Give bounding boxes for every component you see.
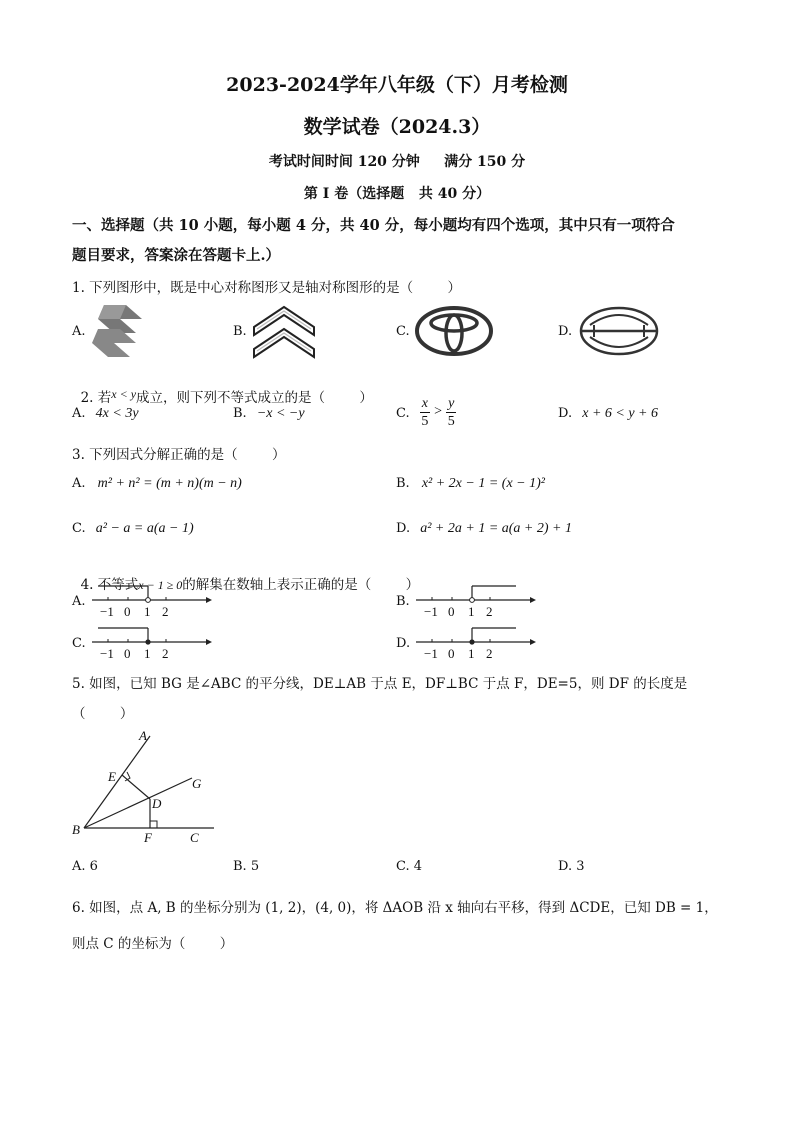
exam-subtitle: 数学试卷（2024.3） xyxy=(303,116,491,138)
q2-option-d-math: x + 6 < y + 6 xyxy=(582,406,659,421)
q3-option-d-math: a² + 2a + 1 = a(a + 2) + 1 xyxy=(420,521,572,536)
q4-c-tick-0: 0 xyxy=(124,646,131,661)
q4-a-tick-0: 0 xyxy=(124,604,131,619)
suzuki-logo-icon xyxy=(90,303,150,359)
q5-stem-line2: （ ） xyxy=(72,706,134,722)
q3-option-b xyxy=(396,476,545,492)
q2-stem-math: x < y xyxy=(111,387,137,401)
section-intro-line2: 题目要求，答案涂在答题卡上.） xyxy=(72,247,281,264)
q5-label-B: B xyxy=(72,822,80,837)
q3-option-a-label: A. xyxy=(72,476,86,491)
q4-option-d-numberline xyxy=(412,622,537,662)
q2-stem-prefix: 2. 若 xyxy=(80,390,112,406)
q4-d-tick-2: 2 xyxy=(486,646,493,661)
q4-a-tick-neg1: −1 xyxy=(100,604,114,619)
q3-option-d-label: D. xyxy=(396,521,411,536)
q1-option-b-label: B. xyxy=(233,324,247,339)
q4-option-b-numberline xyxy=(412,580,537,620)
q4-b-tick-2: 2 xyxy=(486,604,493,619)
q4-option-a-numberline xyxy=(88,580,213,620)
q2-option-c-frac-left xyxy=(420,396,430,430)
q4-option-a-label: A. xyxy=(72,594,86,609)
q4-c-tick-2: 2 xyxy=(162,646,169,661)
q4-b-tick-neg1: −1 xyxy=(424,604,438,619)
citroen-logo-icon xyxy=(250,303,318,359)
q3-option-c-math: a² − a = a(a − 1) xyxy=(95,521,194,536)
q1-option-c-label: C. xyxy=(396,324,410,339)
q3-option-c-label: C. xyxy=(72,521,86,536)
q5-label-C: C xyxy=(190,830,199,845)
toyota-logo-icon xyxy=(414,305,494,357)
q2-option-c-left-den: 5 xyxy=(421,414,429,429)
q2-option-c xyxy=(396,396,456,430)
q2-option-d xyxy=(558,406,658,422)
q4-c-tick-neg1: −1 xyxy=(100,646,114,661)
q4-d-tick-1: 1 xyxy=(468,646,475,661)
q2-option-a-label: A. xyxy=(72,406,86,421)
q6-stem-line2: 则点 C 的坐标为（ ） xyxy=(72,936,234,952)
q2-option-c-op: > xyxy=(434,404,443,419)
q4-a-tick-2: 2 xyxy=(162,604,169,619)
exam-info: 考试时间时间 120 分钟 满分 150 分 xyxy=(268,154,526,170)
q2-stem xyxy=(72,370,373,406)
q2-option-a-math: 4x < 3y xyxy=(95,406,139,421)
q1-option-a-label: A. xyxy=(72,324,86,339)
q3-option-b-label: B. xyxy=(396,476,410,491)
q2-option-c-right-num: y xyxy=(448,396,455,411)
q5-label-F: F xyxy=(144,830,152,845)
q4-c-tick-1: 1 xyxy=(144,646,151,661)
q4-option-b-label: B. xyxy=(396,594,410,609)
q4-stem-math: x − 1 ≥ 0 xyxy=(138,578,183,592)
q5-angle-bisector-figure xyxy=(66,726,226,848)
q4-b-tick-1: 1 xyxy=(468,604,475,619)
q4-option-c-label: C. xyxy=(72,636,86,651)
q4-option-d-label: D. xyxy=(396,636,411,651)
exam-title: 2023-2024学年八年级（下）月考检测 xyxy=(226,74,568,96)
q2-option-a xyxy=(72,406,139,422)
q3-option-d xyxy=(396,521,572,537)
q1-stem: 1. 下列图形中，既是中心对称图形又是轴对称图形的是（ ） xyxy=(72,280,462,296)
q5-stem: 5. 如图，已知 BG 是∠ABC 的平分线，DE⊥AB 于点 E，DF⊥BC 于点 F，DE=5，则 DF 的长度是 xyxy=(72,676,688,692)
q3-option-c xyxy=(72,521,194,537)
q3-option-b-math: x² + 2x − 1 = (x − 1)² xyxy=(421,476,545,491)
q5-label-E: E xyxy=(108,769,116,784)
q2-option-c-label: C. xyxy=(396,406,410,421)
q5-label-D: D xyxy=(152,796,162,811)
q2-option-c-right-den: 5 xyxy=(447,414,455,429)
q3-option-a xyxy=(72,476,242,492)
q5-label-A: A xyxy=(139,728,147,743)
q6-stem-line1: 6. 如图，点 A, B 的坐标分别为 (1, 2)，(4, 0)，将 ΔAOB 沿 x 轴向右平移，得到 ΔCDE，已知 DB = 1， xyxy=(72,900,718,916)
part-title: 第 I 卷（选择题 共 40 分） xyxy=(303,186,491,202)
q4-stem-suffix: 的解集在数轴上表示正确的是（ ） xyxy=(182,577,420,593)
q4-b-tick-0: 0 xyxy=(448,604,455,619)
q2-option-b-label: B. xyxy=(233,406,247,421)
q2-stem-suffix: 成立，则下列不等式成立的是（ ） xyxy=(136,390,373,406)
q5-option-c: C. 4 xyxy=(396,859,423,874)
q5-label-G: G xyxy=(192,776,202,791)
q4-stem-prefix: 4. 不等式 xyxy=(80,577,139,593)
q4-d-tick-neg1: −1 xyxy=(424,646,438,661)
q5-option-b: B. 5 xyxy=(233,859,260,874)
q2-option-b-math: −x < −y xyxy=(256,406,305,421)
q3-option-a-math: m² + n² = (m + n)(m − n) xyxy=(97,476,242,491)
q4-a-tick-1: 1 xyxy=(144,604,151,619)
hino-logo-icon xyxy=(578,305,660,357)
q2-option-d-label: D. xyxy=(558,406,573,421)
q2-option-c-left-num: x xyxy=(421,396,428,411)
q4-option-c-numberline xyxy=(88,622,213,662)
q4-d-tick-0: 0 xyxy=(448,646,455,661)
q2-option-b xyxy=(233,406,305,422)
q2-option-c-frac-right xyxy=(446,396,456,430)
q5-option-a: A. 6 xyxy=(72,859,98,874)
q1-option-d-label: D. xyxy=(558,324,573,339)
q3-stem: 3. 下列因式分解正确的是（ ） xyxy=(72,447,286,463)
section-intro-line1: 一、选择题（共 10 小题，每小题 4 分，共 40 分，每小题均有四个选项，其中只有一项符合 xyxy=(72,217,675,234)
q5-option-d: D. 3 xyxy=(558,859,585,874)
